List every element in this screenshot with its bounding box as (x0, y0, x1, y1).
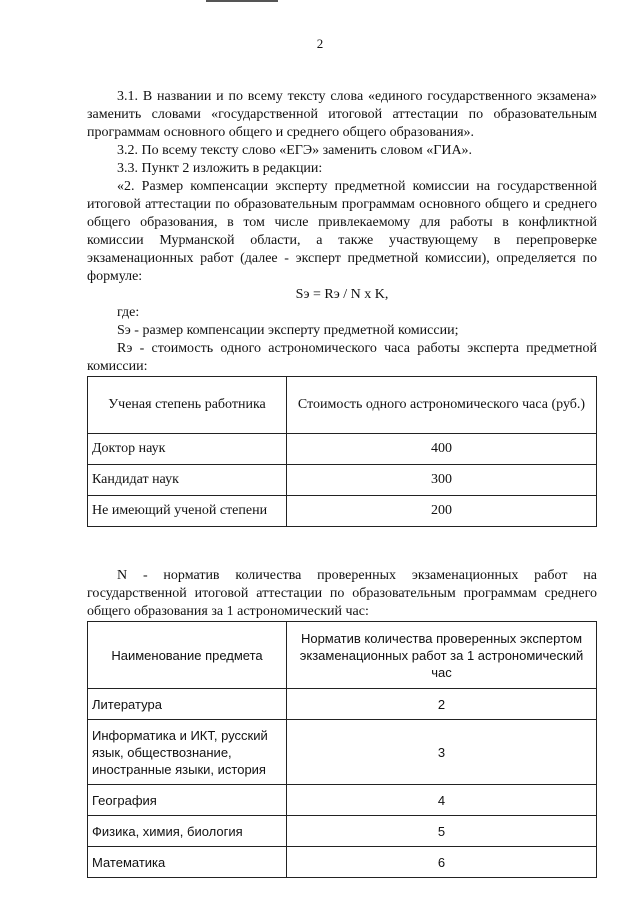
table-row (88, 816, 597, 847)
table-cell: Математика (88, 847, 287, 878)
paragraph-3-1: 3.1. В названии и по всему тексту слова «единого государственного экзамена» заменить словами «государственной итоговой аттестации по образовательным программам основного общего и среднего общего образования». (87, 89, 597, 140)
table-cell: География (88, 785, 287, 816)
table-header-row (88, 377, 597, 434)
table-cell: 2 (287, 689, 597, 720)
page-number: 2 (316, 36, 324, 51)
table-row (88, 689, 597, 720)
table-cell: Кандидат наук (88, 465, 287, 496)
s-definition: Sэ - размер компенсации эксперту предметной комиссии; (117, 323, 459, 338)
table-cell: 3 (287, 720, 597, 785)
cost-table (87, 376, 597, 527)
table-cell: Не имеющий ученой степени (88, 496, 287, 527)
table-row (88, 496, 597, 527)
table-header: Норматив количества проверенных экспертом экзаменационных работ за 1 астрономический час (287, 622, 597, 689)
table-cell: Физика, химия, биология (88, 816, 287, 847)
table-row (88, 785, 597, 816)
paragraph-3-3: 3.3. Пункт 2 изложить в редакции: (117, 161, 323, 176)
document-body (87, 88, 597, 878)
table-cell: 5 (287, 816, 597, 847)
table-header: Ученая степень работника (88, 377, 287, 434)
n-definition: N - норматив количества проверенных экзаменационных работ на государственной итоговой аттестации по образовательным программам среднего общего образования за 1 астрономический час: (87, 568, 597, 619)
table-header-row (88, 622, 597, 689)
table-cell: 4 (287, 785, 597, 816)
table-row (88, 465, 597, 496)
paragraph-point-2: «2. Размер компенсации эксперту предметной комиссии на государственной итоговой аттестации по образовательным программам основного общего и среднего общего образования, в том числе привлекаемому для работы в конфликтной комиссии Мурманской области, а также участвующему в перепроверке экзаменационных работ (далее - эксперт предметной комиссии), определяется по формуле: (87, 179, 597, 284)
table-row (88, 434, 597, 465)
norm-table (87, 621, 597, 878)
table-cell: 400 (287, 434, 597, 465)
table-cell: Литература (88, 689, 287, 720)
r-definition: Rэ - стоимость одного астрономического часа работы эксперта предметной комиссии: (87, 341, 597, 374)
paragraph-3-2: 3.2. По всему тексту слово «ЕГЭ» заменить словом «ГИА». (117, 143, 473, 158)
table-row (88, 720, 597, 785)
table-cell: Информатика и ИКТ, русский язык, обществознание, иностранные языки, история (88, 720, 287, 785)
top-rule (206, 0, 278, 2)
where-label: где: (117, 305, 140, 320)
table-header: Стоимость одного астрономического часа (руб.) (287, 377, 597, 434)
table-cell: 200 (287, 496, 597, 527)
formula: Sэ = Rэ / N x K, (295, 287, 389, 302)
table-cell: 6 (287, 847, 597, 878)
table-cell: Доктор наук (88, 434, 287, 465)
table-row (88, 847, 597, 878)
table-header: Наименование предмета (88, 622, 287, 689)
table-cell: 300 (287, 465, 597, 496)
